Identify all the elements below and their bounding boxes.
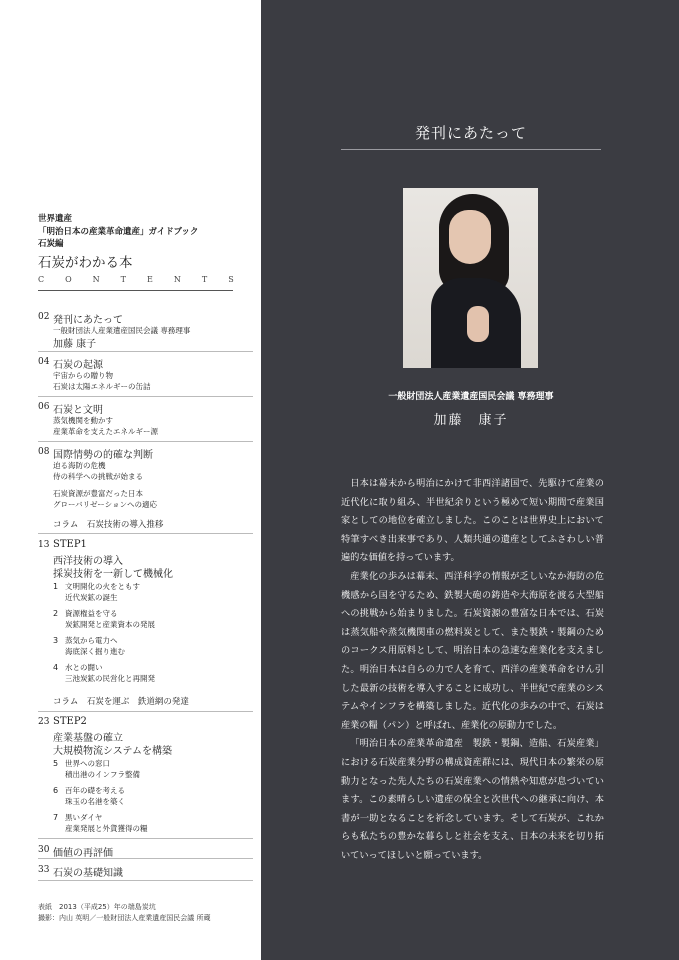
step-title: 文明開化の火をともす <box>65 582 140 591</box>
step-subtitle: 近代炭鉱の誕生 <box>65 593 118 602</box>
toc-title: 価値の再評価 <box>53 848 113 859</box>
series-line-2: 「明治日本の産業革命遺産」ガイドブック <box>38 226 199 237</box>
toc-divider <box>38 351 253 352</box>
toc-page: 30 <box>38 845 50 855</box>
toc-title-line3: 採炭技術を一新して機械化 <box>53 569 173 580</box>
foreword-text <box>341 475 604 865</box>
toc-title: 発刊にあたって <box>53 315 123 326</box>
step-subtitle: 珠玉の名港を築く <box>65 797 125 806</box>
toc-sub: 侍の科学への挑戦が始まる <box>53 472 143 481</box>
toc-page: 02 <box>38 312 50 322</box>
toc-page: 08 <box>38 447 50 457</box>
toc-sub: 産業革命を支えたエネルギー源 <box>53 427 158 436</box>
step-subtitle: 海底深く掘り進む <box>65 647 125 656</box>
step-subtitle: 炭鉱開発と産業資本の発展 <box>65 620 155 629</box>
toc-title-line3: 大規模物流システムを構築 <box>53 746 172 757</box>
toc-sub: 蒸気機関を動かす <box>53 416 113 425</box>
step-number: 1 <box>53 582 59 591</box>
step-title: 資源権益を守る <box>65 609 118 618</box>
step-title: 蒸気から電力へ <box>65 636 118 645</box>
toc-page: 23 <box>38 717 50 727</box>
portrait-hand <box>467 306 489 342</box>
step-number: 4 <box>53 663 59 672</box>
step-number: 3 <box>53 636 59 645</box>
step-subtitle: 積出港のインフラ整備 <box>65 770 140 779</box>
toc-page: 06 <box>38 402 50 412</box>
step-number: 5 <box>53 759 59 768</box>
author-portrait <box>403 188 538 368</box>
series-line-3: 石炭編 <box>38 239 64 249</box>
series-line-1: 世界遺産 <box>38 214 73 224</box>
step-subtitle: 三池炭鉱の民営化と再開発 <box>65 674 155 683</box>
toc-title: STEP2 <box>53 716 87 727</box>
author-name: 加藤 康子 <box>433 413 509 428</box>
portrait-face <box>449 210 491 264</box>
series-title <box>38 213 198 251</box>
toc-sub: 石炭は太陽エネルギーの缶詰 <box>53 382 151 391</box>
toc-divider <box>38 533 253 534</box>
toc-column: コラム 石炭を運ぶ 鉄道網の発達 <box>53 697 189 707</box>
step-title: 水との闘い <box>65 663 103 672</box>
photo-credit: 撮影：内山 英明／一般財団法人産業遺産国民会議 所蔵 <box>38 914 211 922</box>
step-number: 6 <box>53 786 59 795</box>
step-number: 2 <box>53 609 59 618</box>
toc-title-line2: 西洋技術の導入 <box>53 556 123 567</box>
step-title: 百年の礎を考える <box>65 786 125 795</box>
cover-credit <box>38 902 210 924</box>
toc-title-line2: 産業基盤の確立 <box>53 733 123 744</box>
contents-panel <box>0 0 261 960</box>
toc-divider <box>38 396 253 397</box>
toc-sub: 一般財団法人産業遺産国民会議 専務理事 <box>53 326 191 335</box>
toc-page: 33 <box>38 865 50 875</box>
toc-sub: グローバリゼーションへの適応 <box>53 500 157 509</box>
toc-title: 国際情勢の的確な判断 <box>53 450 153 461</box>
paragraph: 「明治日本の産業革命遺産 製鉄・製鋼、造船、石炭産業」における石炭産業分野の構成資産群には、現代日本の繁栄の原動力となった先人たちの石炭産業への情熱や知恵が息づいています。この素晴らしい遺産の保全と次世代への継承に向け、本書が一助となることを祈念しています。そして石炭が、これからも私たちの豊かな暮らしと社会を支え、日本の未来を切り拓いていってほしいと願っています。 <box>341 738 604 861</box>
toc-author: 加藤 康子 <box>53 339 97 350</box>
step-title: 黒いダイヤ <box>65 813 103 822</box>
toc-divider <box>38 880 253 881</box>
cover-caption: 表紙 2013（平成25）年の端島炭坑 <box>38 903 156 911</box>
toc-divider <box>38 838 253 839</box>
toc-divider <box>38 441 253 442</box>
toc-sub: 宇宙からの贈り物 <box>53 371 113 380</box>
paragraph: 日本は幕末から明治にかけて非西洋諸国で、先駆けて産業の近代化に取り組み、半世紀余りという極めて短い期間で産業国家としての地位を確立しました。このことは世界史上において特筆すべき出来事であり、人類共通の遺産としてふさわしい普遍的な価値を持っています。 <box>341 478 604 564</box>
author-role: 一般財団法人産業遺産国民会議 専務理事 <box>388 392 554 402</box>
toc-page: 13 <box>38 540 50 550</box>
toc-title: 石炭の起源 <box>53 360 103 371</box>
step-subtitle: 産業発展と外貨獲得の糧 <box>65 824 148 833</box>
heading-rule <box>341 149 601 150</box>
toc-page: 04 <box>38 357 50 367</box>
step-number: 7 <box>53 813 59 822</box>
toc-divider <box>38 858 253 859</box>
contents-label: CONTENTS <box>38 275 255 284</box>
toc-sub: 石炭資源が豊富だった日本 <box>53 489 143 498</box>
toc-title: STEP1 <box>53 539 87 550</box>
paragraph: 産業化の歩みは幕末、西洋科学の情報が乏しいなか海防の危機感から国を守るため、鉄製大砲の鋳造や大海原を渡る大型船への挑戦から始まりました。石炭資源の豊富な日本では、石炭は蒸気船や蒸気機関車の燃料炭として、また製鉄・製鋼のためのコークス用原料として、明治日本の急速な産業化を支えました。明治日本は自らの力で人を育て、西洋の産業革命をけん引した最新の技術を導入することに成功し、半世紀で産業のシステムやインフラを構築しました。近代化の歩みの中で、石炭は産業の糧（パン）と呼ばれ、産業化の原動力でした。 <box>341 570 604 731</box>
contents-rule <box>38 290 233 291</box>
step-title: 世界への窓口 <box>65 759 110 768</box>
toc-column: コラム 石炭技術の導入推移 <box>53 520 164 530</box>
toc-title: 石炭と文明 <box>53 405 103 416</box>
toc-divider <box>38 711 253 712</box>
toc-sub: 迫る海防の危機 <box>53 461 106 470</box>
toc-title: 石炭の基礎知識 <box>53 868 123 879</box>
foreword-heading: 発刊にあたって <box>414 124 527 142</box>
book-title: 石炭がわかる本 <box>38 255 133 271</box>
